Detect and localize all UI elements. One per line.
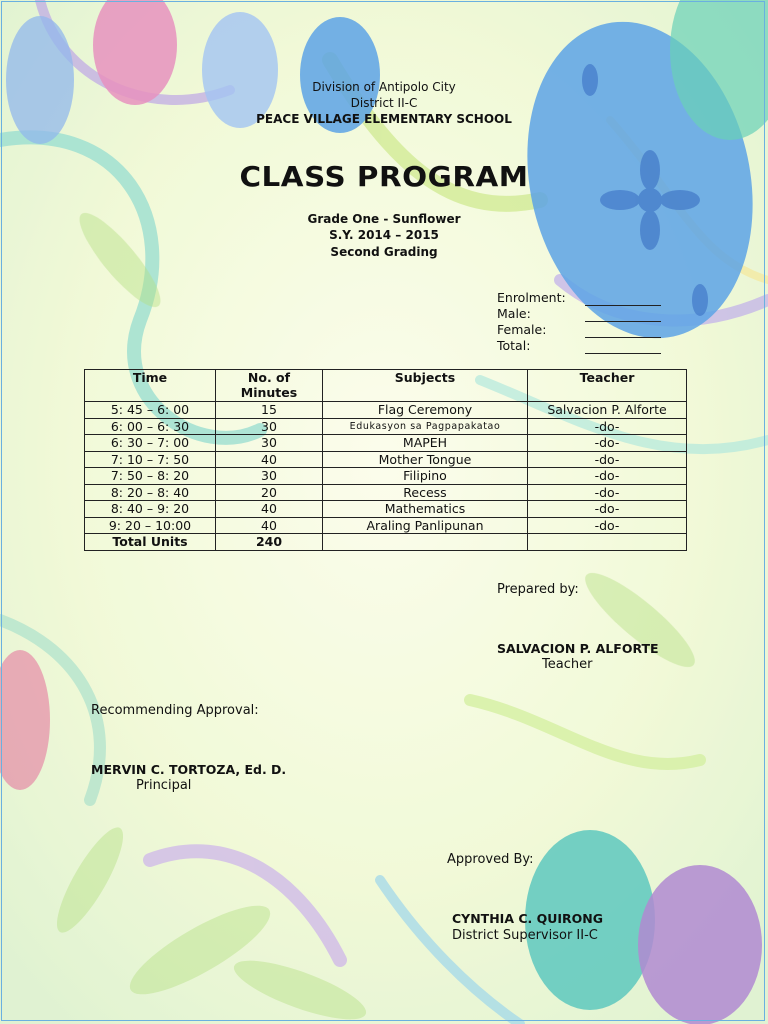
- grade-section: Grade One - Sunflower: [307, 212, 461, 226]
- table-total-row: [85, 534, 687, 551]
- cell-time: 8: 40 – 9: 20: [85, 501, 216, 518]
- cell-subject: Araling Panlipunan: [323, 517, 528, 534]
- cell-subject: Flag Ceremony: [323, 402, 528, 419]
- cell-subject: Mother Tongue: [323, 451, 528, 468]
- grading-period: Second Grading: [330, 245, 438, 259]
- cell-teacher: -do-: [528, 451, 687, 468]
- header-subjects: Subjects: [323, 370, 528, 402]
- female-label: Female:: [497, 322, 547, 337]
- class-schedule-table: [84, 369, 687, 551]
- cell-subject: Edukasyon sa Pagpapakatao: [323, 418, 528, 435]
- approved-by-title: District Supervisor II-C: [452, 928, 598, 943]
- cell-teacher: -do-: [528, 484, 687, 501]
- approved-by-name: CYNTHIA C. QUIRONG: [452, 911, 604, 926]
- cell-time: 7: 50 – 8: 20: [85, 468, 216, 485]
- enrolment-blank: [585, 293, 661, 306]
- male-blank: [585, 309, 661, 322]
- cell-subject: Recess: [323, 484, 528, 501]
- recommending-title: Principal: [136, 778, 192, 793]
- header-time: Time: [85, 370, 216, 402]
- total-row: [497, 338, 677, 354]
- approved-by-label: Approved By:: [447, 852, 534, 867]
- cell-time: 7: 10 – 7: 50: [85, 451, 216, 468]
- female-row: [497, 322, 677, 338]
- division-line: Division of Antipolo City: [312, 80, 456, 94]
- cell-subject: Mathematics: [323, 501, 528, 518]
- header-minutes-line2: Minutes: [240, 385, 298, 400]
- enrolment-label: Enrolment:: [497, 290, 566, 305]
- recommending-approval-label: Recommending Approval:: [91, 703, 259, 718]
- enrolment-block: [497, 290, 677, 354]
- header-teacher: Teacher: [528, 370, 687, 402]
- table-row: [85, 501, 687, 518]
- cell-teacher: -do-: [528, 468, 687, 485]
- cell-minutes: 20: [216, 484, 323, 501]
- prepared-by-label: Prepared by:: [497, 582, 579, 597]
- prepared-by-name: SALVACION P. ALFORTE: [497, 641, 659, 656]
- total-blank: [585, 341, 661, 354]
- table-row: [85, 484, 687, 501]
- cell-time: 6: 00 – 6: 30: [85, 418, 216, 435]
- table-row: [85, 435, 687, 452]
- table-row: [85, 451, 687, 468]
- cell-minutes: 15: [216, 402, 323, 419]
- header-minutes-line1: No. of: [247, 370, 291, 385]
- cell-teacher: -do-: [528, 517, 687, 534]
- school-year: S.Y. 2014 – 2015: [329, 228, 439, 242]
- table-row: [85, 418, 687, 435]
- cell-time: 8: 20 – 8: 40: [85, 484, 216, 501]
- table-row: [85, 517, 687, 534]
- cell-minutes: 30: [216, 435, 323, 452]
- school-name: PEACE VILLAGE ELEMENTARY SCHOOL: [256, 112, 512, 126]
- cell-minutes: 30: [216, 418, 323, 435]
- cell-subject: MAPEH: [323, 435, 528, 452]
- male-label: Male:: [497, 306, 531, 321]
- total-units-label: Total Units: [85, 534, 216, 551]
- total-units-value: 240: [216, 534, 323, 551]
- recommending-name: MERVIN C. TORTOZA, Ed. D.: [91, 762, 287, 777]
- cell-time: 6: 30 – 7: 00: [85, 435, 216, 452]
- cell-teacher: -do-: [528, 418, 687, 435]
- total-label: Total:: [497, 338, 531, 353]
- district-line: District II-C: [350, 96, 418, 110]
- cell-minutes: 30: [216, 468, 323, 485]
- cell-time: 5: 45 – 6: 00: [85, 402, 216, 419]
- female-blank: [585, 325, 661, 338]
- cell-teacher: -do-: [528, 435, 687, 452]
- male-row: [497, 306, 677, 322]
- cell-minutes: 40: [216, 451, 323, 468]
- table-row: [85, 468, 687, 485]
- table-header-row: [85, 370, 687, 402]
- cell-subject: Filipino: [323, 468, 528, 485]
- prepared-by-title: Teacher: [542, 657, 593, 672]
- table-row: [85, 402, 687, 419]
- cell-teacher: -do-: [528, 501, 687, 518]
- cell-empty: [323, 534, 528, 551]
- cell-empty: [528, 534, 687, 551]
- cell-teacher: Salvacion P. Alforte: [528, 402, 687, 419]
- cell-minutes: 40: [216, 517, 323, 534]
- page-title: CLASS PROGRAM: [239, 160, 529, 193]
- cell-minutes: 40: [216, 501, 323, 518]
- cell-time: 9: 20 – 10:00: [85, 517, 216, 534]
- header-minutes: [216, 370, 323, 402]
- enrolment-row: [497, 290, 677, 306]
